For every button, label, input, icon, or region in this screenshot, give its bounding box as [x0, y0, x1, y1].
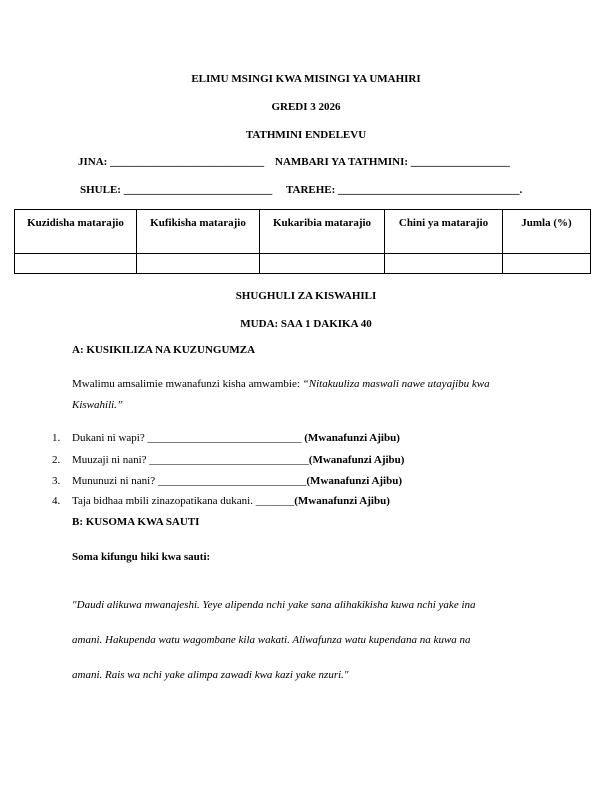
question-number: 3. — [52, 475, 61, 487]
section-b-title: B: KUSOMA KWA SAUTI — [72, 516, 200, 528]
question-3 — [52, 475, 402, 487]
score-header-total: Jumla (%) — [503, 210, 591, 254]
score-cell[interactable] — [15, 254, 137, 274]
score-cell[interactable] — [385, 254, 503, 274]
date-field[interactable]: TAREHE: _________________________________. — [286, 184, 523, 196]
question-text: Muuzaji ni nani? _____________________________ — [72, 454, 309, 466]
section-a-intro — [72, 378, 490, 390]
intro-plain: Mwalimu amsalimie mwanafunzi kisha amwambie: — [72, 378, 303, 390]
question-4 — [52, 495, 390, 507]
passage-line-2: amani. Hakupenda watu wagombane kila wakati. Aliwafunza watu kupendana na kuwa na — [72, 634, 471, 646]
question-number: 2. — [52, 454, 61, 466]
header-assessment: TATHMINI ENDELEVU — [245, 129, 367, 141]
passage-line-3: amani. Rais wa nchi yake alimpa zawadi kwa kazi yake nzuri." — [72, 669, 349, 681]
name-field[interactable]: JINA: ____________________________ — [78, 156, 265, 168]
score-cell[interactable] — [137, 254, 260, 274]
score-header-meeting: Kufikisha matarajio — [137, 210, 260, 254]
section-b-instruction: Soma kifungu hiki kwa sauti: — [72, 551, 211, 563]
score-header-exceeding: Kuzidisha matarajio — [15, 210, 137, 254]
header-title: ELIMU MSINGI KWA MISINGI YA UMAHIRI — [191, 73, 421, 85]
score-header-below: Chini ya matarajio — [385, 210, 503, 254]
score-cell[interactable] — [503, 254, 591, 274]
question-text: Mununuzi ni nani? ___________________________ — [72, 475, 307, 487]
score-table — [14, 209, 591, 274]
question-text: Taja bidhaa mbili zinazopatikana dukani. _______ — [72, 495, 295, 507]
intro-italic: “Nitakuuliza maswali nawe utayajibu kwa — [302, 378, 490, 390]
question-number: 1. — [52, 432, 61, 444]
question-answer-note: (Mwanafunzi Ajibu) — [294, 495, 390, 507]
duration: MUDA: SAA 1 DAKIKA 40 — [240, 318, 372, 330]
passage-line-1: "Daudi alikuwa mwanajeshi. Yeye alipenda nchi yake sana alihakikisha kuwa nchi yake ina — [72, 599, 476, 611]
question-number: 4. — [52, 495, 61, 507]
assessment-number-field[interactable]: NAMBARI YA TATHMINI: __________________ — [275, 156, 510, 168]
school-field[interactable]: SHULE: ___________________________ — [80, 184, 273, 196]
subject-title: SHUGHULI ZA KISWAHILI — [235, 290, 377, 302]
question-2 — [52, 454, 404, 466]
question-answer-note: (Mwanafunzi Ajibu) — [306, 475, 403, 487]
section-a-intro-cont: Kiswahili.” — [72, 399, 124, 411]
question-answer-note: (Mwanafunzi Ajibu) — [308, 454, 405, 466]
question-1 — [52, 432, 400, 444]
score-header-approaching: Kukaribia matarajio — [260, 210, 385, 254]
question-answer-note: (Mwanafunzi Ajibu) — [304, 432, 400, 444]
score-cell[interactable] — [260, 254, 385, 274]
question-text: Dukani ni wapi? ____________________________ — [72, 432, 305, 444]
section-a-title: A: KUSIKILIZA NA KUZUNGUMZA — [72, 344, 256, 356]
header-grade: GREDI 3 2026 — [271, 101, 341, 113]
